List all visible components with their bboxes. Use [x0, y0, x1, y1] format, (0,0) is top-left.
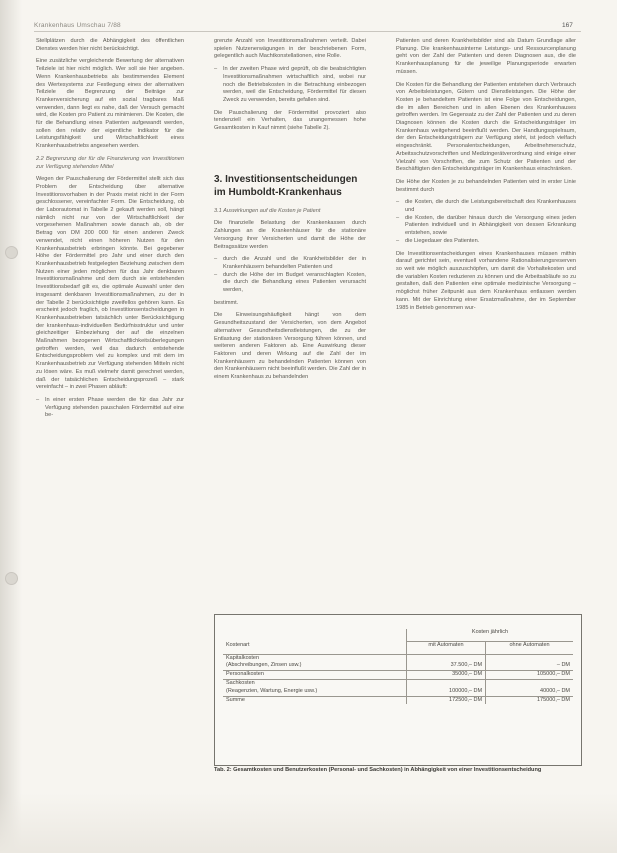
bullet-list: [36, 397, 184, 420]
row-label: Sachkosten: [226, 679, 255, 686]
journal-running-head: Krankenhaus Umschau 7/88: [34, 22, 121, 29]
page-edge-shadow: [0, 0, 22, 853]
bullet-list: [396, 199, 576, 245]
paragraph: Die finanzielle Belastung der Krankenkassen durch Zahlungen an die Krankenhäuser für die stationäre Versorgung ihrer Versicherten und damit die Höhe der Beitragssätze werden: [214, 220, 366, 250]
paragraph: Die Kosten für die Behandlung der Patienten entstehen durch Verbrauch von Arbeitsleistungen, Gütern und Dienstleistungen. Die Höhe der Kosten je behandeltem Patienten ist eine Folge von Entscheidungen, die im allen Bereichen und in allen Ebenen des Krankenhauses getroffen werden. Im Gegensatz zu der Zahl der Patienten und zu deren Diagnosen können die Kosten durch die Entscheidungsträger im Krankenhaus weitgehend beeinflußt werden. Der Handlungsspielraum, der den Entscheidungsträgern zur Verfügung steht, ist jedoch vielfach eingeschränkt. Personalentscheidungen, Arbeitnehmerschutz, Arbeitsschutzvorschriften und Medizingerätverordnung sind einige einer Vielzahl von Vorschriften, die zum Schutz der Patienten und der Beschäftigten den Entscheidungsträger im Krankenhaus einschränken.: [396, 81, 576, 173]
table-cell-with: 172500,– DM: [406, 696, 485, 704]
table-cell-with: 37.500,– DM: [406, 654, 485, 671]
list-item: – die Kosten, die durch die Leistungsbereitschaft des Krankenhauses und: [396, 199, 576, 214]
list-item: – die Kosten, die darüber hinaus durch die Versorgung eines jeden Patienten individuell und in Abhängigkeit von dessen Erkrankung entstehen, sowie: [396, 215, 576, 238]
paragraph: Die Höhe der Kosten je zu behandelnden Patienten wird in erster Linie bestimmt durch: [396, 178, 576, 193]
binder-hole-top: [5, 246, 18, 259]
column-right: [396, 38, 576, 317]
list-item: – die Liegedauer des Patienten.: [396, 238, 576, 246]
header-rule: [34, 31, 581, 32]
page-bottom-shadow: [0, 793, 617, 853]
page-number: 167: [562, 22, 573, 29]
section-heading: 3. Investitionsentscheidungen im Humboldt-Krankenhaus: [214, 173, 358, 199]
subsection-heading: 2.2 Begrenzung der für die Finanzierung von Investitionen zur Verfügung stehenden Mittel: [36, 155, 184, 170]
bullet-list: [214, 66, 366, 105]
table-cell-without: 40000,– DM: [486, 679, 573, 696]
table-cell-without: 105000,– DM: [486, 671, 573, 680]
table-cell-label: [223, 679, 406, 696]
column-middle: [214, 38, 366, 387]
paragraph: bestimmt.: [214, 299, 239, 306]
table-header-without: ohne Automaten: [486, 641, 573, 654]
bullet-list: [214, 256, 366, 295]
table-cell-with: 35000,– DM: [406, 671, 485, 680]
table-cell-without: 175000,– DM: [486, 696, 573, 704]
list-item: – In einer ersten Phase werden die für das Jahr zur Verfügung stehenden pauschalen Fördermittel auf eine be-: [36, 397, 184, 420]
paragraph: Die Einweisungshäufigkeit hängt von dem Gesundheitszustand der Versicherten, von dem Angebot alternativer Gesundheitsdienstleistungen, die zu der Entlastung der stationären Versorgung führen können, und weiteren anderen Faktoren ab. Eine Auswirkung dieser Faktoren und deren Wirkung auf die Zahl der im Krankenhäusern zu behandelnden Patienten können von den Krankenhäusern nicht beeinflußt werden. Die Zahl der in einem Krankenhaus zu behandelnden: [214, 312, 366, 381]
paragraph: Wegen der Pauschalierung der Fördermittel stellt sich das Problem der Entscheidung über alternative Investitionsvorhaben in der Praxis meist nicht in der Form geschlossener, vereinfachter Form. Die Entscheidung, ob der Laborautomat in Tabelle 2 gekauft werden soll, hängt nämlich nicht nur von der Wirtschaftlichkeit der vorgesehenen Maßnahmen sowie danach ab, ob der Betrag von DM 200 000 für einen anderen Zweck verwendet, nicht einen höheren Nutzen für den Krankenhausbetrieb erbringen könnte. Bei gegebener Höhe der Fördermittel pro Jahr und einer durch den Krankenhausbetrieb festgelegten Beziehung zwischen dem Nutzen einer jeden möglichen für das Jahr denkbaren Investitionsmaßnahme und dem durch sie entstehenden Investitionsbedarf gilt es, die optimale Auswahl unter den insgesamt denkbaren Investitionsmaßnahmen, zu der in der Tabelle 2 berücksichtigte zweifellos gehören kann. Es erscheint jedoch fraglich, ob Investitionsentscheidungen in Krankenhausbetrieben tatsächlich unter Berücksichtigung der krankenhaus-individuellen Bedürfnisstruktur und unter gleichzeitiger Einbeziehung der auf die einzelnen Maßnahmen bezogenen Wirtschaftlichkeitsüberlegungen getroffen werden, weil das dadurch entstehende Entscheidungsproblem viel zu komplex und mit dem im Krankenhausbetrieb zur Verfügung stehenden Mitteln nicht zu lösen wäre. Es muß vielmehr damit gerechnet werden, daß der tatsächlichen Entscheidungsprozeß – stark vereinfacht – in zwei Phasen abläuft:: [36, 176, 184, 391]
table-header-with: mit Automaten: [406, 641, 485, 654]
table-header-group: Kosten jährlich: [406, 629, 573, 641]
table-row: [223, 679, 573, 696]
row-label: Kapitalkosten: [226, 654, 260, 661]
list-item: – durch die Höhe der im Budget veranschlagten Kosten, die durch die Behandlung eines Patienten verursacht werden,: [214, 272, 366, 295]
table-row-total: [223, 696, 573, 704]
paragraph: Die Pauschalierung der Fördermittel provoziert also tendenziell ein Verhalten, das unangemessen hohe Gesamtkosten in Kauf nimmt (siehe Tabelle 2).: [214, 109, 366, 132]
table-caption: Tab. 2: Gesamtkosten und Benutzerkosten (Personal- und Sachkosten) in Abhängigkeit von einer Investitionsentscheidung: [214, 767, 542, 773]
table-cell-with: 100000,– DM: [406, 679, 485, 696]
table-cell-label: Summe: [223, 696, 406, 704]
subsection-heading: 3.1 Auswirkungen auf die Kosten je Patient: [214, 207, 321, 214]
paragraph: grenzte Anzahl von Investitionsmaßnahmen verteilt. Dabei spielen Nutzenerwägungen in der beschriebenen Form, gelegentlich auch Machtkonstellationen, eine Rolle.: [214, 38, 366, 60]
table-row: [223, 671, 573, 680]
table-cell-without: – DM: [486, 654, 573, 671]
paragraph: Patienten und deren Krankheitsbilder sind als Datum Grundlage aller Planung. Die krankenhausinterne Leistungs- und Ressourcenplanung geht von der Zahl der Patienten und deren Diagnosen aus, die die Krankenhausplanung für die jeweilige Planungsperiode erwarten müssen.: [396, 38, 576, 75]
cost-table: [223, 629, 573, 704]
paragraph: Die Investitionsentscheidungen eines Krankenhauses müssen mithin darauf gerichtet sein, eventuell vorhandene Rationalisierungsreserven so weit wie möglich auszuschöpfen, um damit die Vorhaltekosten und die variablen Kosten reduzieren zu können und die Arbeitsabläufe so zu gestalten, daß den Patienten eine optimale medizinische Versorgung – möglichst früher Zeitpunkt aus dem Krankenhaus entlassen werden kann. Mit der Einrichtung einer Ersatzmaßnahme, der im September 1985 in Betrieb genommen wur-: [396, 250, 576, 311]
list-item: – In der zweiten Phase wird geprüft, ob die beabsichtigten Investitionsmaßnahmen wirtschaftlich sind, wobei nur noch die Betriebskosten in die Betrachtung einbezogen werden, weil die Entscheidung, Fördermittel für diesen Zweck zu verwenden, bereits gefallen sind.: [214, 66, 366, 105]
binder-hole-bottom: [5, 572, 18, 585]
paragraph: Eine zusätzliche vergleichende Bewertung der alternativen Teilziele ist hier nicht möglich. Wer soll sie hier angeben. Wenn Krankenhausbetriebs als bestimmendes Element des Wertesystems zur Festlegung eines der alternativen Teilziele die Begrenzung der Beiträge zur Krankenversicherung auf ein sozial tragbares Maß verwenden, dann liegt es nahe, daß der Versuch gemacht wird, die Kosten pro Patient zu minimieren. Die Kosten, die für die Behandlung eines Patienten aufgewandt werden, sollen den relativ der eigentliche Indikator für die Leistungsfähigkeit und Wirtschaftlichkeit eines Krankenhausbetriebs angesehen werden.: [36, 58, 184, 150]
table-row: [223, 654, 573, 671]
column-left: [36, 38, 184, 425]
row-label-detail: (Reagenzien, Wartung, Energie usw.): [226, 687, 318, 694]
paragraph: Stellplätzen durch die Abhängigkeit des öffentlichen Dienstes werden hier nicht berücksichtigt.: [36, 38, 184, 52]
list-item: – durch die Anzahl und die Krankheitsbilder der in Krankenhäusern behandelten Patienten und: [214, 256, 366, 271]
table-cell-label: Personalkosten: [223, 671, 406, 680]
cost-table-box: [214, 614, 582, 766]
table-header-kostenart: Kostenart: [226, 641, 250, 648]
table-cell-label: [223, 654, 406, 671]
row-label-detail: (Abschreibungen, Zinsen usw.): [226, 662, 302, 669]
